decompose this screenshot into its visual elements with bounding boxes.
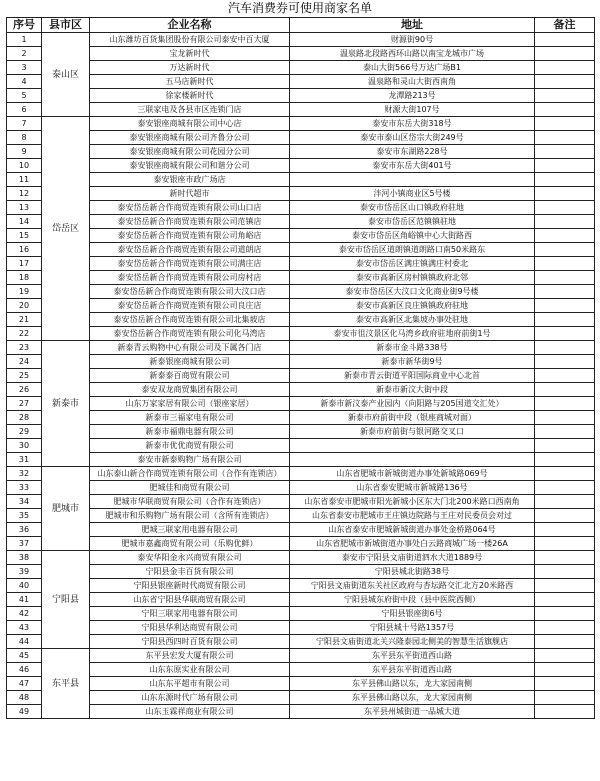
row-note [535,691,595,705]
row-address: 泰安市高新区良庄镇镇政府驻地 [290,299,535,313]
row-seq: 43 [7,621,42,635]
table-row [7,691,595,705]
row-seq: 17 [7,257,42,271]
row-note [535,243,595,257]
row-seq: 34 [7,495,42,509]
row-name: 山东东原实业有限公司 [90,663,290,677]
row-district: 肥城市 [42,467,90,551]
header-seq: 序号 [7,18,42,33]
row-note [535,523,595,537]
row-address: 泮河小镇商业区5号楼 [290,187,535,201]
table-row [7,355,595,369]
row-note [535,677,595,691]
row-note [535,565,595,579]
row-name: 新时代超市 [90,187,290,201]
row-address: 新泰市青云街道平阳国际商业中心北首 [290,369,535,383]
row-seq: 9 [7,145,42,159]
row-address: 山东省泰安市肥城新城街道办事处金桥路064号 [290,523,535,537]
row-seq: 23 [7,341,42,355]
row-name: 新泰泰百商贸有限公司 [90,369,290,383]
row-address: 泰安市东湖路228号 [290,145,535,159]
row-address: 山东省泰安市肥城市王庄镇边院路与王庄对民委员会对过 [290,509,535,523]
table-row [7,61,595,75]
row-name: 肥城市嘉鑫商贸有限公司（乐购优鲜） [90,537,290,551]
row-note [535,257,595,271]
row-note [535,411,595,425]
row-address: 宁阳县城东府街中段（县中医院西侧） [290,593,535,607]
table-row [7,271,595,285]
row-seq: 39 [7,565,42,579]
row-name: 泰安岱岳新合作商贸连锁有限公司范镇店 [90,215,290,229]
row-seq: 22 [7,327,42,341]
row-address [290,173,535,187]
row-seq: 19 [7,285,42,299]
header-row [7,18,595,33]
row-note [535,383,595,397]
row-address: 泰安市岱岳区山口镇政府驻地 [290,201,535,215]
row-note [535,299,595,313]
row-address: 东平县佛山路以东，龙大家园南侧 [290,677,535,691]
row-note [535,47,595,61]
row-note [535,159,595,173]
row-seq: 29 [7,425,42,439]
table-row [7,243,595,257]
row-name: 徐家楼新时代 [90,89,290,103]
row-note [535,89,595,103]
table-row [7,453,595,467]
row-address: 泰安市岱岳区角峪镇中心大街路西 [290,229,535,243]
row-name: 泰安岱岳新合作商贸连锁有限公司良庄店 [90,299,290,313]
row-seq: 15 [7,229,42,243]
row-seq: 13 [7,201,42,215]
row-note [535,327,595,341]
row-district: 泰山区 [42,33,90,117]
table-row [7,187,595,201]
row-seq: 30 [7,439,42,453]
row-seq: 20 [7,299,42,313]
row-address: 东平县州城街道一品城大道 [290,705,535,719]
row-address: 宁阳县文庙街道北关兴隆泰园北侧美的智慧生活旗舰店 [290,635,535,649]
row-note [535,187,595,201]
row-address: 宁阳县银座街6号 [290,607,535,621]
row-address: 财源大街107号 [290,103,535,117]
table-row [7,565,595,579]
table-row [7,705,595,719]
row-address: 宁阳县城北街路38号 [290,565,535,579]
row-seq: 40 [7,579,42,593]
row-seq: 33 [7,481,42,495]
table-row [7,635,595,649]
table-row [7,579,595,593]
row-seq: 5 [7,89,42,103]
row-address: 泰安市岱岳区满庄镇满庄村委北 [290,257,535,271]
header-district: 县市区 [42,18,90,33]
table-row [7,257,595,271]
table-row [7,467,595,481]
row-seq: 45 [7,649,42,663]
row-name: 肥城佳和商贸有限公司 [90,481,290,495]
row-name: 泰安银座市政广场店 [90,173,290,187]
table-row [7,33,595,47]
row-name: 山东玉霖祥商业有限公司 [90,705,290,719]
header-name: 企业名称 [90,18,290,33]
row-note [535,621,595,635]
row-seq: 4 [7,75,42,89]
row-seq: 3 [7,61,42,75]
table-row [7,117,595,131]
row-seq: 46 [7,663,42,677]
row-note [535,593,595,607]
row-name: 山东东源时代广场有限公司 [90,691,290,705]
row-seq: 16 [7,243,42,257]
row-seq: 11 [7,173,42,187]
row-note [535,425,595,439]
row-seq: 48 [7,691,42,705]
table-row [7,677,595,691]
row-name: 泰安华阳金永兴商贸有限公司 [90,551,290,565]
row-name: 泰安岱岳新合作商贸连锁有限公司大汶口店 [90,285,290,299]
row-note [535,579,595,593]
row-name: 宝龙新时代 [90,47,290,61]
table-row [7,495,595,509]
row-district: 东平县 [42,649,90,719]
table-row [7,327,595,341]
row-name: 新泰青云购物中心有限公司及下属各门店 [90,341,290,355]
row-note [535,285,595,299]
row-seq: 49 [7,705,42,719]
table-row [7,103,595,117]
table-row [7,551,595,565]
row-note [535,537,595,551]
row-district: 宁阳县 [42,551,90,649]
row-name: 宁阳县西四时百货有限公司 [90,635,290,649]
row-name: 宁阳县金丰百货有限公司 [90,565,290,579]
row-name: 山东省宁阳县华联商贸有限公司 [90,593,290,607]
row-address: 泰安市高新区北集坡办事处驻地 [290,313,535,327]
row-seq: 27 [7,397,42,411]
table-row [7,397,595,411]
row-name: 泰安岱岳新合作商贸连锁有限公司山口店 [90,201,290,215]
table-row [7,313,595,327]
table-row [7,607,595,621]
row-name: 泰安银座商城有限公司中心店 [90,117,290,131]
row-note [535,495,595,509]
row-note [535,439,595,453]
row-note [535,173,595,187]
row-note [535,103,595,117]
row-name: 泰安岱岳新合作商贸连锁有限公司化马湾店 [90,327,290,341]
row-name: 山东泰山新合作商贸连锁有限公司（合作有连锁店） [90,467,290,481]
table-row [7,173,595,187]
table-row [7,131,595,145]
row-address: 龙潭路213号 [290,89,535,103]
row-seq: 12 [7,187,42,201]
row-name: 山东万家家居有限公司（银座家居） [90,397,290,411]
row-name: 新泰银座商城有限公司 [90,355,290,369]
row-address: 泰安市高新区房村镇镇政府北邻 [290,271,535,285]
row-seq: 36 [7,523,42,537]
row-note [535,509,595,523]
row-name: 泰安双龙商贸集团有限公司 [90,383,290,397]
row-note [535,607,595,621]
table-row [7,145,595,159]
row-seq: 28 [7,411,42,425]
row-name: 新泰市福鼎电器有限公司 [90,425,290,439]
row-address: 泰安市宁阳县文庙街道泗水大道1889号 [290,551,535,565]
row-note [535,215,595,229]
row-note [535,75,595,89]
row-note [535,551,595,565]
table-row [7,229,595,243]
row-seq: 47 [7,677,42,691]
row-name: 泰安市新泰购物广场有限公司 [90,453,290,467]
row-address: 宁阳县文庙街道东关社区政府与杏坛路交汇北方20米路西 [290,579,535,593]
row-seq: 7 [7,117,42,131]
row-district: 新泰市 [42,341,90,467]
table-body [7,33,595,719]
row-name: 肥城三联家用电器有限公司 [90,523,290,537]
row-name: 泰安银座商城有限公司花园分公司 [90,145,290,159]
row-name: 肥城市华联商贸有限公司（合作有连锁店） [90,495,290,509]
row-district: 岱岳区 [42,117,90,341]
row-note [535,635,595,649]
table-row [7,537,595,551]
table-row [7,201,595,215]
row-seq: 32 [7,467,42,481]
table-row [7,383,595,397]
row-name: 山东潍坊百货集团股份有限公司泰安中百大厦 [90,33,290,47]
row-address: 新泰市新汶大街中段 [290,383,535,397]
row-seq: 38 [7,551,42,565]
table-row [7,159,595,173]
row-name: 万达新时代 [90,61,290,75]
row-address: 财源街90号 [290,33,535,47]
row-seq: 44 [7,635,42,649]
table-row [7,369,595,383]
row-name: 山东东平超市有限公司 [90,677,290,691]
header-note: 备注 [535,18,595,33]
row-address: 东平县东平街道西山路 [290,649,535,663]
row-seq: 10 [7,159,42,173]
row-note [535,481,595,495]
table-row [7,621,595,635]
row-name: 三联家电及各县市区连锁门店 [90,103,290,117]
row-address: 新泰市金斗路338号 [290,341,535,355]
table-row [7,523,595,537]
row-note [535,229,595,243]
row-seq: 6 [7,103,42,117]
row-address: 泰安市东岳大街318号 [290,117,535,131]
row-note [535,649,595,663]
row-seq: 35 [7,509,42,523]
row-address: 东平县东平街道西山路 [290,663,535,677]
row-note [535,117,595,131]
row-seq: 14 [7,215,42,229]
row-note [535,663,595,677]
row-seq: 2 [7,47,42,61]
row-note [535,397,595,411]
row-note [535,313,595,327]
row-address: 新泰市府前街中段（银座商城对面） [290,411,535,425]
row-seq: 41 [7,593,42,607]
row-address [290,439,535,453]
row-address: 东平县佛山路以东，龙大家园南侧 [290,691,535,705]
row-address: 泰安市岱岳区道朗镇道朗路口南50米路东 [290,243,535,257]
row-note [535,61,595,75]
row-note [535,341,595,355]
row-seq: 42 [7,607,42,621]
row-address: 山东省泰安市肥城市阳光新城小区东大门北200米路口西南角 [290,495,535,509]
row-name: 宁阳三联家用电器有限公司 [90,607,290,621]
row-seq: 25 [7,369,42,383]
row-seq: 21 [7,313,42,327]
row-name: 肥城市和乐购物广场有限公司（含所有连锁店） [90,509,290,523]
row-name: 新泰市三福家电有限公司 [90,411,290,425]
header-address: 地址 [290,18,535,33]
row-note [535,201,595,215]
table-row [7,649,595,663]
row-address: 山东省肥城市新城街道办事处新城路069号 [290,467,535,481]
page-title: 汽车消费券可使用商家名单 [227,1,372,15]
table-row [7,509,595,523]
row-name: 泰安岱岳新合作商贸连锁有限公司北集坡店 [90,313,290,327]
table-row [7,663,595,677]
row-note [535,369,595,383]
row-address: 泰安市泰山区岱宗大街249号 [290,131,535,145]
row-address: 泰安市东岳大街401号 [290,159,535,173]
row-name: 泰安银座商城有限公司齐鲁分公司 [90,131,290,145]
table-row [7,89,595,103]
row-note [535,355,595,369]
row-note [535,467,595,481]
row-address: 宁阳县城十号路1357号 [290,621,535,635]
merchant-table [6,17,595,719]
row-name: 泰安岱岳新合作商贸连锁有限公司角峪店 [90,229,290,243]
row-seq: 1 [7,33,42,47]
row-address: 新泰市府前街与银河路交叉口 [290,425,535,439]
row-seq: 24 [7,355,42,369]
table-row [7,341,595,355]
table-row [7,215,595,229]
row-name: 泰安银座商城有限公司和谐分公司 [90,159,290,173]
row-address: 新泰市新华街9号 [290,355,535,369]
row-name: 泰安岱岳新合作商贸连锁有限公司满庄店 [90,257,290,271]
row-note [535,145,595,159]
row-address [290,453,535,467]
table-row [7,285,595,299]
row-address: 泰安市岱岳区大汶口文化商业街9号楼 [290,285,535,299]
row-note [535,271,595,285]
table-row [7,47,595,61]
table-row [7,411,595,425]
table-row [7,593,595,607]
row-note [535,33,595,47]
row-address: 泰安市岱岳区范镇镇驻地 [290,215,535,229]
row-name: 泰安岱岳新合作商贸连锁有限公司道朗店 [90,243,290,257]
row-name: 新泰市优优商贸有限公司 [90,439,290,453]
row-note [535,453,595,467]
row-address: 山东省泰安肥城市新城路136号 [290,481,535,495]
row-name: 泰安岱岳新合作商贸连锁有限公司房村店 [90,271,290,285]
row-seq: 26 [7,383,42,397]
table-row [7,299,595,313]
row-name: 宁阳县银座新时代商贸有限公司 [90,579,290,593]
row-name: 宁阳县华利达商贸有限公司 [90,621,290,635]
row-note [535,131,595,145]
row-address: 新泰市新汶泰产业园内（向阳路与205国道交汇处） [290,397,535,411]
row-address: 温泉路北段路西环山路以南宝龙城市广场 [290,47,535,61]
row-seq: 8 [7,131,42,145]
row-address: 泰安市徂汶景区化马湾乡政府驻地府前街1号 [290,327,535,341]
table-row [7,439,595,453]
row-name: 东平县宏发大厦有限公司 [90,649,290,663]
row-name: 五马店新时代 [90,75,290,89]
row-note [535,705,595,719]
table-row [7,425,595,439]
row-seq: 31 [7,453,42,467]
table-row [7,481,595,495]
row-seq: 37 [7,537,42,551]
row-address: 山东省肥城市新城街道办事处白云路商城广场一楼26A [290,537,535,551]
row-seq: 18 [7,271,42,285]
row-address: 温泉路和灵山大街西南角 [290,75,535,89]
table-row [7,75,595,89]
row-address: 泰山大街566号万达广场B1 [290,61,535,75]
